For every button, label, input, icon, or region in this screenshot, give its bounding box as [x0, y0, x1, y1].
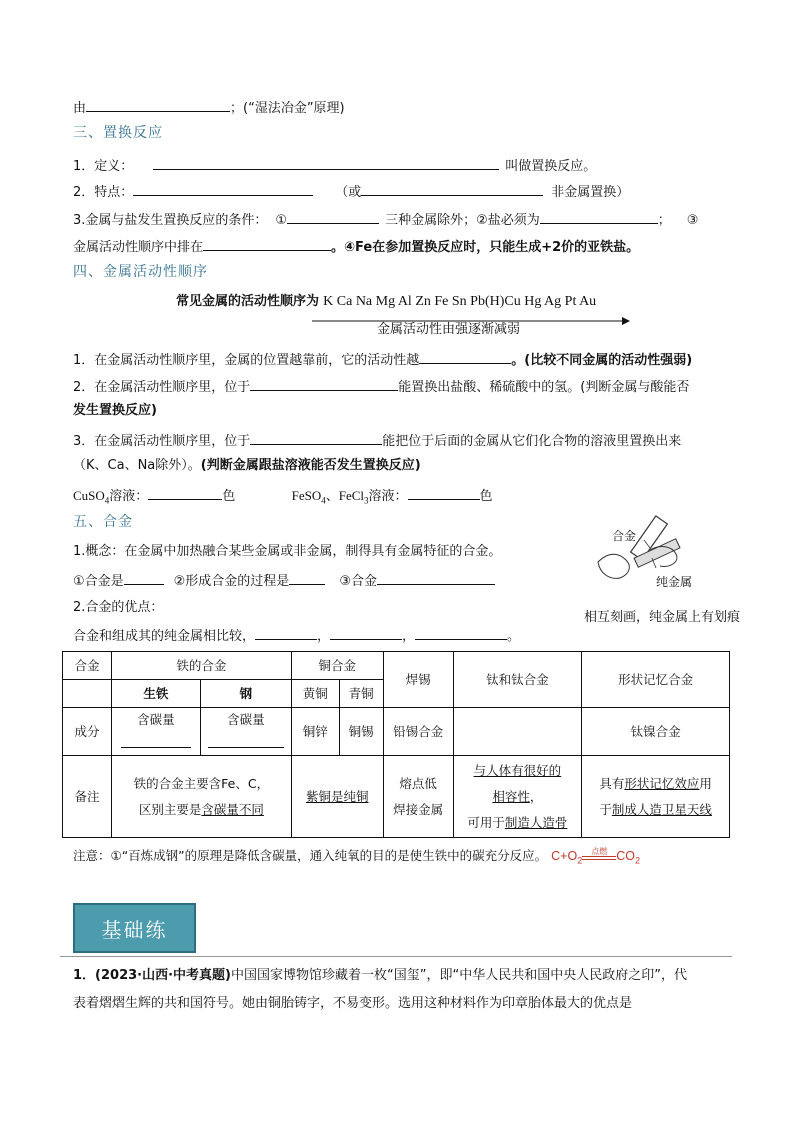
alloy-concept: 1.概念：在金属中加热融合某些金属或非金属，制得具有金属特征的合金。: [73, 544, 502, 559]
header-titanium: 钛和钛合金: [453, 652, 582, 708]
blank[interactable]: [208, 734, 284, 748]
cell-bronze-comp: 铜锡: [339, 708, 383, 756]
label-alloy: 合金: [612, 529, 637, 543]
cell-bronze: 青铜: [339, 680, 383, 708]
activity-point-3-cont: （K、Ca、Na除外）。(判断金属跟盐溶液能否发生置换反应): [73, 458, 421, 473]
cell-solder-notes: 熔点低 焊接金属: [383, 756, 453, 838]
activity-point-2: 2．在金属活动性顺序里，位于 能置换出盐酸、稀硫酸中的氢。(判断金属与酸能否: [73, 377, 689, 396]
blank[interactable]: [250, 431, 382, 445]
blank[interactable]: [250, 377, 398, 391]
section3-heading: 三、置换反应: [73, 125, 163, 141]
question-1: 1．(2023·山西·中考真题)中国国家博物馆珍藏着一枚“国玺”，即“中华人民共和国中央人民政府之印”，代: [73, 968, 687, 983]
blank[interactable]: [287, 210, 379, 224]
activity-series: 常见金属的活动性顺序为 K Ca Na Mg Al Zn Fe Sn Pb(H)Cu Hg Ag Pt Au: [176, 294, 597, 309]
row-label-composition: 成分: [63, 708, 112, 756]
header-iron-alloy: 铁的合金: [111, 652, 291, 680]
blank[interactable]: [289, 571, 325, 585]
condition-line: 3.金属与盐发生置换反应的条件： ① 三种金属除外；②盐必须为 ； ③: [73, 210, 698, 229]
alloy-advantages-title: 2.合金的优点：: [73, 600, 164, 615]
definition-line: 1．定义： 叫做置换反应。: [73, 156, 596, 175]
combustion-equation: $C+O_2$ 点燃 $CO_2$: [551, 847, 640, 866]
alloy-questions: ①合金是 ②形成合金的过程是 ③合金: [73, 571, 495, 590]
blank[interactable]: [377, 571, 495, 585]
cell-pig-iron-carbon: 含碳量: [111, 708, 200, 756]
header-copper-alloy: 铜合金: [291, 652, 383, 680]
alloy-table: [62, 651, 730, 838]
blank[interactable]: [419, 350, 511, 364]
header-solder: 焊锡: [383, 652, 453, 708]
blank[interactable]: [330, 626, 402, 640]
activity-point-3: 3．在金属活动性顺序里，位于 能把位于后面的金属从它们化合物的溶液里置换出来: [73, 431, 681, 450]
blank[interactable]: [408, 486, 480, 500]
header-alloy: 合金: [63, 652, 112, 680]
cell-brass-comp: 铜锌: [291, 708, 339, 756]
blank[interactable]: [540, 210, 658, 224]
activity-point-1: 1．在金属活动性顺序里，金属的位置越靠前，它的活动性越 。(比较不同金属的活动性强弱): [73, 350, 692, 369]
cell-pig-iron: 生铁: [111, 680, 200, 708]
arrow-label: 金属活动性由强逐渐减弱: [377, 322, 521, 337]
wet-metallurgy-line: 由 ；(“湿法冶金”原理): [73, 98, 345, 117]
blank[interactable]: [203, 237, 331, 251]
blank[interactable]: [121, 734, 191, 748]
cell-iron-notes: 铁的合金主要含Fe、C， 区别主要是含碳量不同: [111, 756, 291, 838]
cell-steel: 钢: [200, 680, 291, 708]
alloy-advantages-line: 合金和组成其的纯金属相比较， ， ， 。: [73, 626, 520, 645]
blank[interactable]: [415, 626, 507, 640]
practice-banner: 基础练: [73, 903, 196, 953]
empty-cell: [63, 680, 112, 708]
blank[interactable]: [86, 98, 230, 112]
activity-point-2-cont: 发生置换反应): [73, 403, 157, 418]
section5-heading: 五、合金: [73, 514, 133, 530]
cell-brass: 黄铜: [291, 680, 339, 708]
label-pure-metal: 纯金属: [656, 575, 693, 589]
cell-sma-notes: 具有形状记忆效应用 于制成人造卫星天线: [582, 756, 730, 838]
cell-solder-comp: 铅锡合金: [383, 708, 453, 756]
cell-steel-carbon: 含碳量: [200, 708, 291, 756]
blank[interactable]: [361, 182, 543, 196]
cell-titanium-notes: 与人体有很好的 相容性， 可用于制造人造骨: [453, 756, 582, 838]
section4-heading: 四、金属活动性顺序: [73, 264, 208, 280]
illustration-caption: 相互刻画，纯金属上有划痕: [584, 610, 741, 625]
cell-copper-notes: 紫铜是纯铜: [291, 756, 383, 838]
condition-line-2: 金属活动性顺序中排在 。④Fe在参加置换反应时，只能生成+2价的亚铁盐。: [73, 237, 639, 256]
blank[interactable]: [148, 486, 222, 500]
cell-sma-comp: 钛镍合金: [582, 708, 730, 756]
question-1-cont: 表着熠熠生辉的共和国符号。她由铜胎铸字，不易变形。选用这种材料作为印章胎体最大的优点是: [73, 996, 633, 1011]
divider: [60, 956, 732, 957]
blank[interactable]: [124, 571, 164, 585]
cell-titanium-comp: [453, 708, 582, 756]
steel-note: 注意：①“百炼成钢”的原理是降低含碳量，通入纯氧的目的是使生铁中的碳充分反应。 $C+O_2$ 点燃 $CO_2$: [73, 847, 640, 866]
feature-line: 2．特点： （或 非金属置换）: [73, 182, 629, 201]
blank[interactable]: [133, 182, 313, 196]
blank[interactable]: [153, 156, 499, 170]
salt-color-line: CuSO$_4$溶液： 色 FeSO$_4$、FeCl$_3$溶液： 色: [73, 488, 493, 506]
blank[interactable]: [255, 626, 317, 640]
header-sma: 形状记忆合金: [582, 652, 730, 708]
row-label-notes: 备注: [63, 756, 112, 838]
